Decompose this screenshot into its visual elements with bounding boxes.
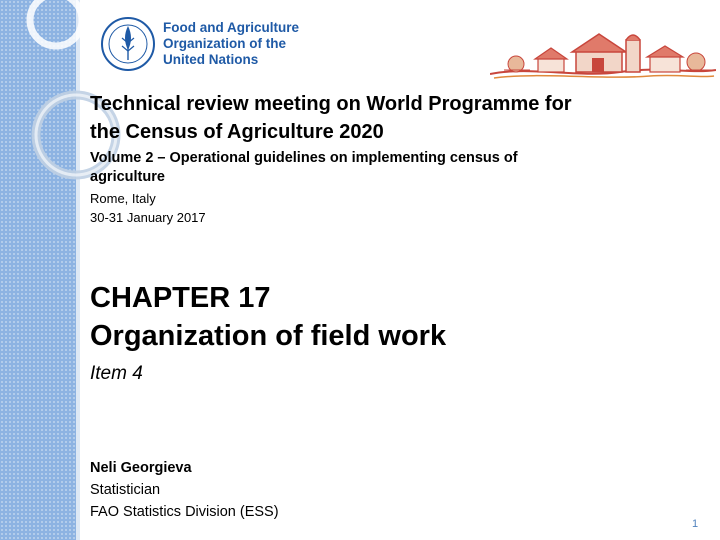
meeting-title-line-1: Technical review meeting on World Programme for	[90, 93, 572, 115]
item-label: Item 4	[90, 363, 143, 384]
meeting-title	[90, 90, 700, 146]
org-name-line-1: Food and Agriculture	[163, 20, 299, 35]
chapter-title: Organization of field work	[90, 320, 447, 352]
meeting-place: Rome, Italy	[90, 191, 156, 206]
meeting-title-line-2: the Census of Agriculture 2020	[90, 121, 384, 143]
fao-wordmark	[163, 20, 299, 68]
page-number: 1	[692, 518, 699, 530]
farm-illustration	[490, 28, 716, 80]
meeting-dates: 30-31 January 2017	[90, 210, 206, 225]
org-name-line-3: United Nations	[163, 52, 259, 67]
chapter-heading: CHAPTER 17	[90, 282, 271, 314]
presenter-role: Statistician	[90, 482, 161, 498]
presenter-name: Neli Georgieva	[90, 460, 192, 476]
fao-logo-icon	[100, 16, 156, 72]
volume-line-2: agriculture	[90, 169, 165, 185]
presenter-organization: FAO Statistics Division (ESS)	[90, 504, 279, 520]
volume-subtitle	[90, 149, 680, 187]
volume-line-1: Volume 2 – Operational guidelines on implementing census of	[90, 150, 518, 166]
org-name-line-2: Organization of the	[163, 36, 286, 51]
